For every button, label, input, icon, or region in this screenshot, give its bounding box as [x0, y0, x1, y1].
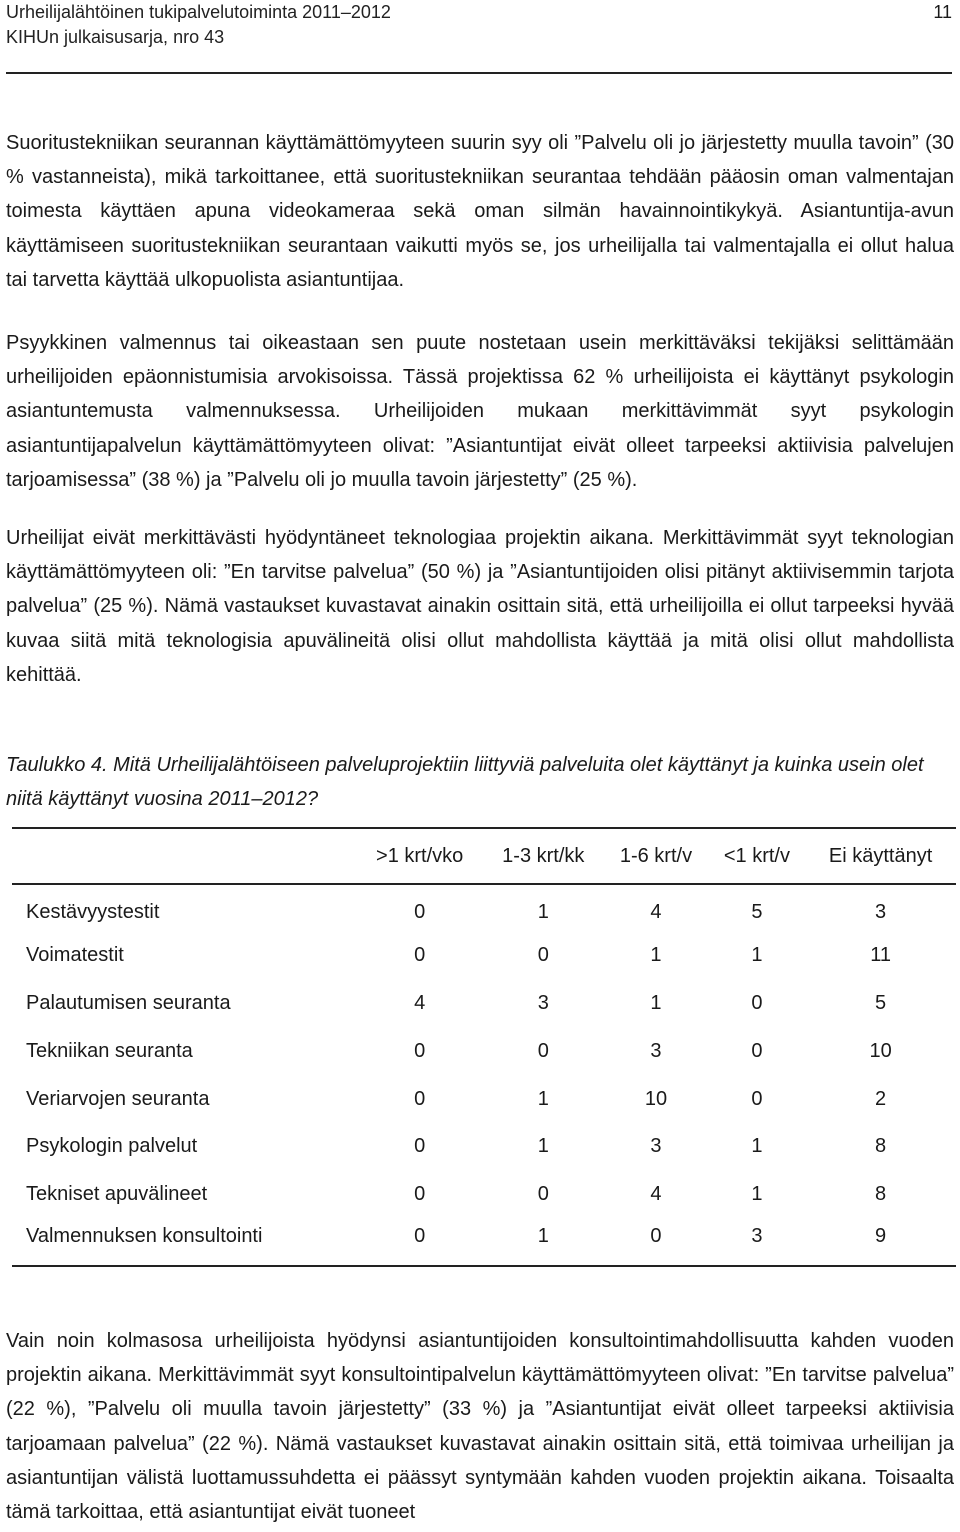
table-cell: 0 — [650, 1225, 662, 1248]
column-header: <1 krt/v — [723, 844, 790, 867]
table-row — [12, 932, 956, 980]
table-cell: 9 — [875, 1225, 887, 1248]
table-cell: 10 — [644, 1087, 668, 1110]
table-row — [12, 1219, 956, 1267]
table-cell: 5 — [751, 900, 763, 923]
header-text — [6, 0, 391, 50]
row-label: Veriarvojen seuranta — [26, 1087, 210, 1110]
table-cell: 4 — [414, 991, 426, 1014]
row-label: Tekniset apuvälineet — [26, 1183, 208, 1206]
table-cell: 3 — [875, 900, 887, 923]
table-cell: 0 — [537, 1183, 549, 1206]
table-cell: 2 — [875, 1087, 887, 1110]
table-cell: 3 — [537, 991, 549, 1014]
paragraph-consulting: Vain noin kolmasosa urheilijoista hyödynsi asiantuntijoiden konsultointimahdollisuutta kahden vuoden projektin aikana. Merkittävimmät syyt konsultointipalvelun käyttämättömyyteen olivat: ”En tarvitse palvelua” (22 %), ”Palvelu oli muulla tavoin järjestetty” (33 %) ja ”Asiantuntijat eivät olleet tarpeeksi aktiivisia tarjoamaan palvelua” (22 %). Nämä vastaukset kuvastavat ainakin osittain sitä, että toimivaa urheilijan ja asiantuntijan välistä luottamussuhdetta ei päässyt syntymään kahden vuoden projektin aikana. Toisaalta tämä tarkoittaa, että asiantuntijat eivät tuoneet — [6, 1330, 954, 1524]
column-header: Ei käyttänyt — [828, 844, 933, 867]
publication-title: Urheilijalähtöinen tukipalvelutoiminta 2011–2012 — [6, 2, 391, 22]
table-row — [12, 1027, 956, 1075]
table-row — [12, 1123, 956, 1171]
row-label: Valmennuksen konsultointi — [26, 1225, 263, 1248]
table-cell: 1 — [537, 900, 549, 923]
row-label: Psykologin palvelut — [26, 1135, 198, 1158]
table-cell: 3 — [650, 1135, 662, 1158]
row-label: Palautumisen seuranta — [26, 991, 231, 1014]
table-row — [12, 884, 956, 932]
page-header — [6, 0, 952, 74]
table-header-row — [12, 828, 956, 884]
column-header: 1-3 krt/kk — [502, 844, 585, 867]
table-cell: 0 — [751, 991, 763, 1014]
table-cell: 10 — [869, 1039, 892, 1062]
table-cell: 8 — [875, 1135, 887, 1158]
table-cell: 1 — [650, 991, 662, 1014]
table-row — [12, 1171, 956, 1219]
page-number: 11 — [933, 2, 952, 22]
table-caption: Taulukko 4. Mitä Urheilijalähtöiseen palveluprojektiin liittyviä palveluita olet käyttänyt ja kuinka usein olet niitä käyttänyt vuosina 2011–2012? — [6, 754, 924, 810]
table-cell: 0 — [414, 900, 426, 923]
table-row — [12, 1075, 956, 1123]
table-cell: 0 — [751, 1039, 763, 1062]
table-cell: 1 — [650, 944, 662, 967]
table-cell: 0 — [537, 1039, 549, 1062]
table-cell: 4 — [650, 900, 662, 923]
table-cell: 11 — [870, 944, 891, 967]
series-info: KIHUn julkaisusarja, nro 43 — [6, 27, 225, 47]
table-cell: 0 — [414, 944, 426, 967]
table-cell: 3 — [751, 1225, 763, 1248]
table-cell: 0 — [751, 1087, 763, 1110]
table-cell: 1 — [751, 1183, 763, 1206]
row-label: Kestävyystestit — [26, 900, 160, 923]
table-cell: 1 — [537, 1225, 549, 1248]
table-cell: 4 — [650, 1183, 662, 1206]
table-cell: 0 — [537, 944, 549, 967]
table-cell: 1 — [751, 1135, 763, 1158]
table-cell: 8 — [875, 1183, 887, 1206]
row-label: Tekniikan seuranta — [26, 1039, 193, 1062]
paragraph-technology: Urheilijat eivät merkittävästi hyödyntäneet teknologiaa projektin aikana. Merkittävimmät syyt teknologian käyttämättömyyteen oli: ”En tarvitse palvelua” (50 %) ja ”Asiantuntijoiden olisi pitänyt aktiivisemmin tarjota palvelua” (25 %). Nämä vastaukset kuvastavat ainakin osittain sitä, että urheilijoilla ei ollut tarpeeksi hyvää kuvaa siitä mitä teknologisia apuvälineitä olisi ollut mahdollista käyttää ja mitä olisi ollut mahdollista kehittää. — [6, 527, 954, 686]
table-cell: 1 — [537, 1087, 549, 1110]
row-label: Voimatestit — [26, 944, 124, 967]
column-header: >1 krt/vko — [376, 844, 464, 867]
table-cell: 5 — [875, 991, 887, 1014]
table-cell: 0 — [414, 1225, 426, 1248]
table-cell: 1 — [537, 1135, 549, 1158]
table-cell: 1 — [751, 944, 763, 967]
paragraph-technique: Suoritustekniikan seurannan käyttämättömyyteen suurin syy oli ”Palvelu oli jo järjestetty muulla tavoin” (30 % vastanneista), mikä tarkoittanee, että suoritustekniikan seurantaa tehdään pääosin oman valmentajan toimesta käyttäen apuna videokameraa sekä oman silmän havainnointikykyä. Asiantuntija-avun käyttämiseen suoritustekniikan seurantaan vaikutti myös se, jos urheilijalla tai valmentajalla ei ollut halua tai tarvetta käyttää ulkopuolista asiantuntijaa. — [6, 132, 954, 291]
table-row — [12, 980, 956, 1028]
column-header: 1-6 krt/v — [619, 844, 693, 867]
table-cell: 0 — [414, 1135, 426, 1158]
table-cell: 0 — [414, 1183, 426, 1206]
header-empty-cell — [12, 828, 356, 884]
table-cell: 0 — [414, 1039, 426, 1062]
table-cell: 3 — [650, 1039, 662, 1062]
services-table — [12, 827, 956, 1267]
table-cell: 0 — [414, 1087, 426, 1110]
services-table-grid — [12, 827, 956, 1267]
paragraph-psychology: Psyykkinen valmennus tai oikeastaan sen puute nostetaan usein merkittäväksi tekijäksi selittämään urheilijoiden epäonnistumisia arvokisoissa. Tässä projektissa 62 % urheilijoista ei käyttänyt psykologin asiantuntemusta valmennuksessa. Urheilijoiden mukaan merkittävimmät syyt psykologin asiantuntijapalvelun käyttämättömyyteen olivat: ”Asiantuntijat eivät olleet tarpeeksi aktiivisia palvelujen tarjoamisessa” (38 %) ja ”Palvelu oli jo muulla tavoin järjestetty” (25 %). — [6, 332, 954, 491]
